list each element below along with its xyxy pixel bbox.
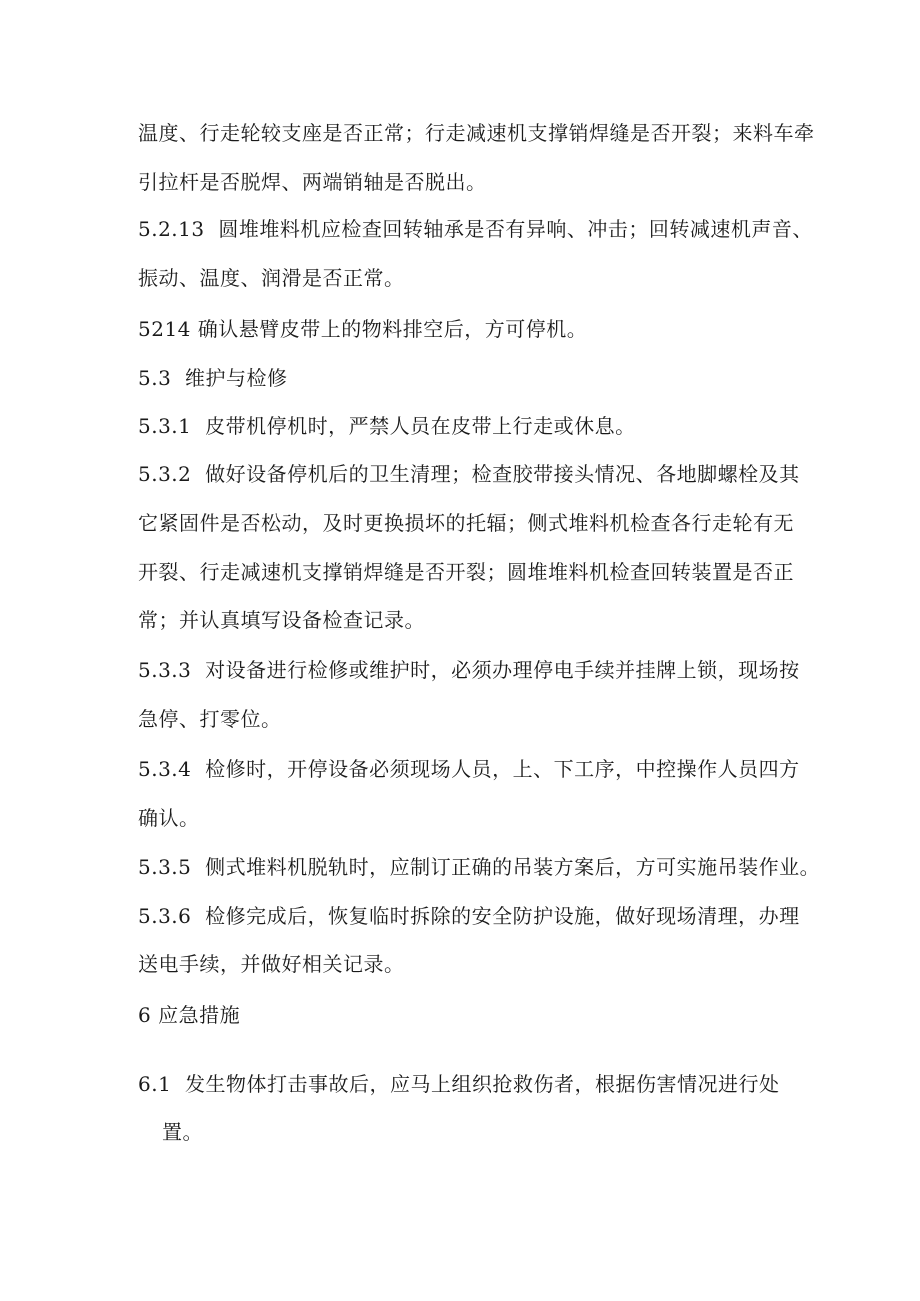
text-line-2: 引拉杆是否脱焊、两端销轴是否脱出。: [138, 170, 487, 194]
text-line-16: 5.3.5 侧式堆料机脱轨时，应制订正确的吊装方案后，方可实施吊装作业。: [138, 855, 821, 879]
text-line-21: 置。: [162, 1120, 203, 1144]
text-line-5: 5214 确认悬臂皮带上的物料排空后，方可停机。: [138, 317, 588, 341]
text-line-3: 5.2.13 圆堆堆料机应检查回转轴承是否有异响、冲击；回转减速机声音、: [138, 217, 813, 241]
text-line-18: 送电手续，并做好相关记录。: [138, 952, 405, 976]
text-line-7: 5.3.1 皮带机停机时，严禁人员在皮带上行走或休息。: [138, 414, 636, 438]
text-line-20: 6.1 发生物体打击事故后，应马上组织抢救伤者，根据伤害情况进行处: [138, 1072, 780, 1096]
section-heading-6: 6 应急措施: [138, 1003, 241, 1027]
section-heading-5-3: 5.3 维护与检修: [138, 366, 288, 390]
text-line-1: 温度、行走轮较支座是否正常；行走减速机支撑销焊缝是否开裂；来料车牵: [138, 121, 815, 145]
text-line-15: 确认。: [138, 806, 200, 830]
text-line-11: 常；并认真填写设备检查记录。: [138, 608, 425, 632]
text-line-17: 5.3.6 检修完成后，恢复临时拆除的安全防护设施，做好现场清理，办理: [138, 904, 800, 928]
text-line-13: 急停、打零位。: [138, 707, 282, 731]
text-line-14: 5.3.4 检修时，开停设备必须现场人员，上、下工序，中控操作人员四方: [138, 757, 800, 781]
text-line-4: 振动、温度、润滑是否正常。: [138, 266, 405, 290]
text-line-10: 开裂、行走减速机支撑销焊缝是否开裂；圆堆堆料机检查回转装置是否正: [138, 560, 794, 584]
text-line-9: 它紧固件是否松动，及时更换损坏的托辐；侧式堆料机检查各行走轮有无: [138, 511, 794, 535]
text-line-12: 5.3.3 对设备进行检修或维护时，必须办理停电手续并挂牌上锁，现场按: [138, 658, 800, 682]
text-line-8: 5.3.2 做好设备停机后的卫生清理；检查胶带接头情况、各地脚螺栓及其: [138, 462, 800, 486]
